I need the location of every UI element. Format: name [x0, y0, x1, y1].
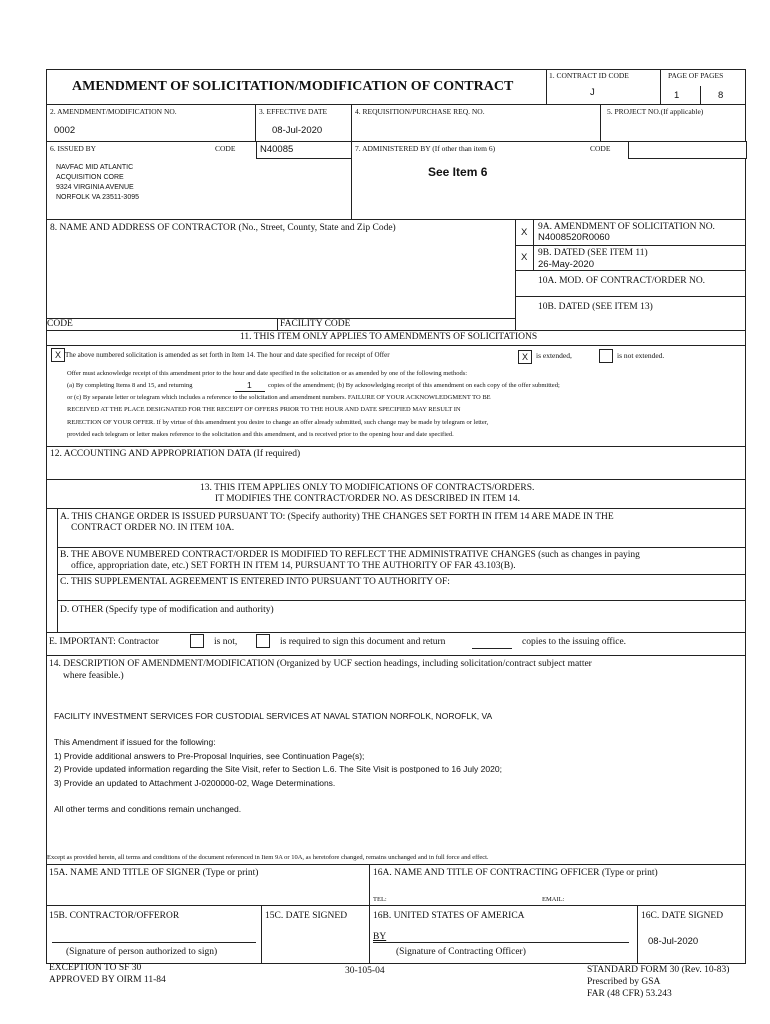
item-13-heading: 13. THIS ITEM APPLIES ONLY TO MODIFICATIONS OF CONTRACTS/ORDERS. — [200, 483, 535, 493]
item-9b-checkmark: X — [521, 252, 528, 263]
administered-by-value: See Item 6 — [428, 165, 488, 179]
item-14-footer-note: Except as provided herein, all terms and conditions of the document referenced in Item 9A or 10A, as heretofore changed, remains unchanged and in full force and effect. — [47, 854, 489, 861]
item-13a-text: A. THIS CHANGE ORDER IS ISSUED PURSUANT TO: (Specify authority) THE CHANGES SET FORTH IN ITEM 14 ARE MADE IN THE — [60, 512, 614, 522]
item-14-line: 1) Provide additional answers to Pre-Proposal Inquiries, see Continuation Page(s); — [54, 751, 365, 761]
effective-date-label: 3. EFFECTIVE DATE — [259, 107, 328, 116]
item-10b-label: 10B. DATED (SEE ITEM 13) — [538, 302, 653, 312]
tel-label: TEL: — [373, 896, 387, 903]
extended-checkbox[interactable]: X — [518, 350, 532, 364]
item-14-line: 2) Provide updated information regarding the Site Visit, refer to Section L.6. The Site Visit is postponed to 16 July 2020; — [54, 764, 502, 774]
item-11-paragraph: or (c) By separate letter or telegram which includes a reference to the solicitation and amendment numbers. FAILURE OF YOUR ACKNOWLEDGMENT TO BE — [67, 394, 491, 401]
item-11-heading: 11. THIS ITEM ONLY APPLIES TO AMENDMENTS OF SOLICITATIONS — [240, 332, 538, 342]
item-10a-label: 10A. MOD. OF CONTRACT/ORDER NO. — [538, 276, 706, 286]
item-11-paragraph: REJECTION OF YOUR OFFER. If by virtue of this amendment you desire to change an offer already submitted, such change may be made by telegram or letter, — [67, 419, 489, 426]
amendment-no-label: 2. AMENDMENT/MODIFICATION NO. — [50, 107, 177, 116]
contract-id-value: J — [590, 87, 595, 98]
footer-standard-form: STANDARD FORM 30 (Rev. 10-83) — [587, 965, 730, 975]
issued-code-label: CODE — [215, 144, 236, 153]
is-required-checkbox[interactable] — [256, 634, 270, 648]
item-11-checkbox[interactable]: X — [51, 348, 65, 362]
form-title: AMENDMENT OF SOLICITATION/MODIFICATION OF CONTRACT — [72, 79, 514, 94]
item-11-paragraph: provided each telegram or letter makes reference to the solicitation and this amendment, and is received prior to the opening hour and date specified. — [67, 431, 454, 438]
signer-name-label: 15A. NAME AND TITLE OF SIGNER (Type or print) — [49, 868, 259, 878]
item-11-text: The above numbered solicitation is amended as set forth in Item 14. The hour and date specified for receipt of Offer — [65, 351, 390, 359]
item-e-label: E. IMPORTANT: Contractor — [49, 637, 159, 647]
item-13b-text: B. THE ABOVE NUMBERED CONTRACT/ORDER IS MODIFIED TO REFLECT THE ADMINISTRATIVE CHANGES (such as changes in paying — [60, 550, 640, 560]
issuer-address-line: NAVFAC MID ATLANTIC — [56, 164, 134, 171]
item-13c-text: C. THIS SUPPLEMENTAL AGREEMENT IS ENTERED INTO PURSUANT TO AUTHORITY OF: — [60, 577, 450, 587]
administered-by-label: 7. ADMINISTERED BY (If other than item 6) — [355, 144, 496, 153]
item-14-line: 3) Provide an updated to Attachment J-0200000-02, Wage Determinations. — [54, 778, 336, 788]
item-13-heading: IT MODIFIES THE CONTRACT/ORDER NO. AS DESCRIBED IN ITEM 14. — [215, 494, 520, 504]
item-13b-text: office, appropriation date, etc.) SET FORTH IN ITEM 14, PURSUANT TO THE AUTHORITY OF FAR 43.103(B). — [71, 561, 516, 571]
extended-label: is extended, — [536, 351, 572, 360]
page-count: 8 — [718, 90, 724, 101]
contracting-officer-name-label: 16A. NAME AND TITLE OF CONTRACTING OFFICER (Type or print) — [373, 868, 658, 878]
facility-code-label: FACILITY CODE — [280, 319, 351, 329]
footer-form-number: 30-105-04 — [345, 966, 385, 976]
item-11-paragraph: (a) By completing Items 8 and 15, and returning — [67, 382, 193, 389]
issuer-address-line: NORFOLK VA 23511-3095 — [56, 194, 140, 201]
officer-date-signed-label: 16C. DATE SIGNED — [641, 911, 724, 921]
item-12-label: 12. ACCOUNTING AND APPROPRIATION DATA (If required) — [50, 449, 301, 459]
administered-code-label: CODE — [590, 144, 611, 153]
footer-prescribed: Prescribed by GSA — [587, 977, 661, 987]
contractor-label: 8. NAME AND ADDRESS OF CONTRACTOR (No., Street, County, State and Zip Code) — [50, 223, 396, 233]
requisition-label: 4. REQUISITION/PURCHASE REQ. NO. — [355, 107, 485, 116]
issuer-address-line: ACQUISITION CORE — [56, 174, 124, 181]
item-11-paragraph: Offer must acknowledge receipt of this amendment prior to the hour and date specified in the solicitation or as amended by one of the following methods: — [67, 370, 468, 377]
officer-date-signed-value: 08-Jul-2020 — [648, 936, 699, 947]
footer-far: FAR (48 CFR) 53.243 — [587, 989, 672, 999]
item-14-line: This Amendment if issued for the following: — [54, 737, 216, 747]
item-9a-checkmark: X — [521, 227, 528, 238]
item-13d-text: D. OTHER (Specify type of modification and authority) — [60, 605, 274, 615]
item-14-closing: All other terms and conditions remain unchanged. — [54, 804, 242, 814]
issued-by-label: 6. ISSUED BY — [50, 144, 97, 153]
contract-id-label: 1. CONTRACT ID CODE — [549, 71, 629, 80]
copies-returned-value: 1 — [247, 380, 252, 390]
contractor-code-label: CODE — [47, 319, 73, 329]
contractor-date-signed-label: 15C. DATE SIGNED — [265, 911, 348, 921]
issued-code-value: N40085 — [260, 144, 294, 155]
by-label: BY — [373, 932, 387, 942]
is-not-label: is not, — [214, 637, 238, 647]
email-label: EMAIL: — [542, 896, 565, 903]
not-extended-checkbox[interactable] — [599, 349, 613, 363]
is-required-label: is required to sign this document and return — [280, 637, 446, 647]
amendment-no-value: 0002 — [54, 125, 76, 136]
item-9b-label: 9B. DATED (SEE ITEM 11) — [538, 248, 648, 258]
item-11-paragraph: RECEIVED AT THE PLACE DESIGNATED FOR THE RECEIPT OF OFFERS PRIOR TO THE HOUR AND DATE SPECIFIED MAY RESULT IN — [67, 406, 461, 413]
item-9b-value: 26-May-2020 — [538, 259, 594, 270]
item-11-paragraph: copies of the amendment; (b) By acknowledging receipt of this amendment on each copy of the offer submitted; — [268, 382, 560, 389]
issuer-address-line: 9324 VIRGINIA AVENUE — [56, 184, 134, 191]
project-no-label: 5. PROJECT NO.(If applicable) — [607, 107, 704, 116]
page-number: 1 — [674, 90, 680, 101]
not-extended-label: is not extended. — [617, 351, 665, 360]
item-9a-value: N4008520R0060 — [538, 232, 610, 243]
item-13a-text: CONTRACT ORDER NO. IN ITEM 10A. — [71, 523, 235, 533]
signature-officer-caption: (Signature of Contracting Officer) — [396, 947, 526, 957]
item-14-label: where feasible.) — [63, 671, 124, 681]
item-14-subject: FACILITY INVESTMENT SERVICES FOR CUSTODIAL SERVICES AT NAVAL STATION NORFOLK, NOROFLK, VA — [54, 711, 493, 721]
footer-exception: EXCEPTION TO SF 30 — [49, 963, 142, 973]
copies-issuing-label: copies to the issuing office. — [522, 637, 627, 647]
is-not-checkbox[interactable] — [190, 634, 204, 648]
effective-date-value: 08-Jul-2020 — [272, 125, 323, 136]
page-of-pages-label: PAGE OF PAGES — [668, 71, 724, 80]
item-14-label: 14. DESCRIPTION OF AMENDMENT/MODIFICATION (Organized by UCF section headings, including solicitation/contract subject matter — [49, 659, 592, 669]
footer-approved: APPROVED BY OIRM 11-84 — [49, 975, 166, 985]
signature-person-caption: (Signature of person authorized to sign) — [66, 947, 218, 957]
contractor-offeror-label: 15B. CONTRACTOR/OFFEROR — [49, 911, 180, 921]
item-9a-label: 9A. AMENDMENT OF SOLICITATION NO. — [538, 222, 715, 232]
united-states-label: 16B. UNITED STATES OF AMERICA — [373, 911, 525, 921]
